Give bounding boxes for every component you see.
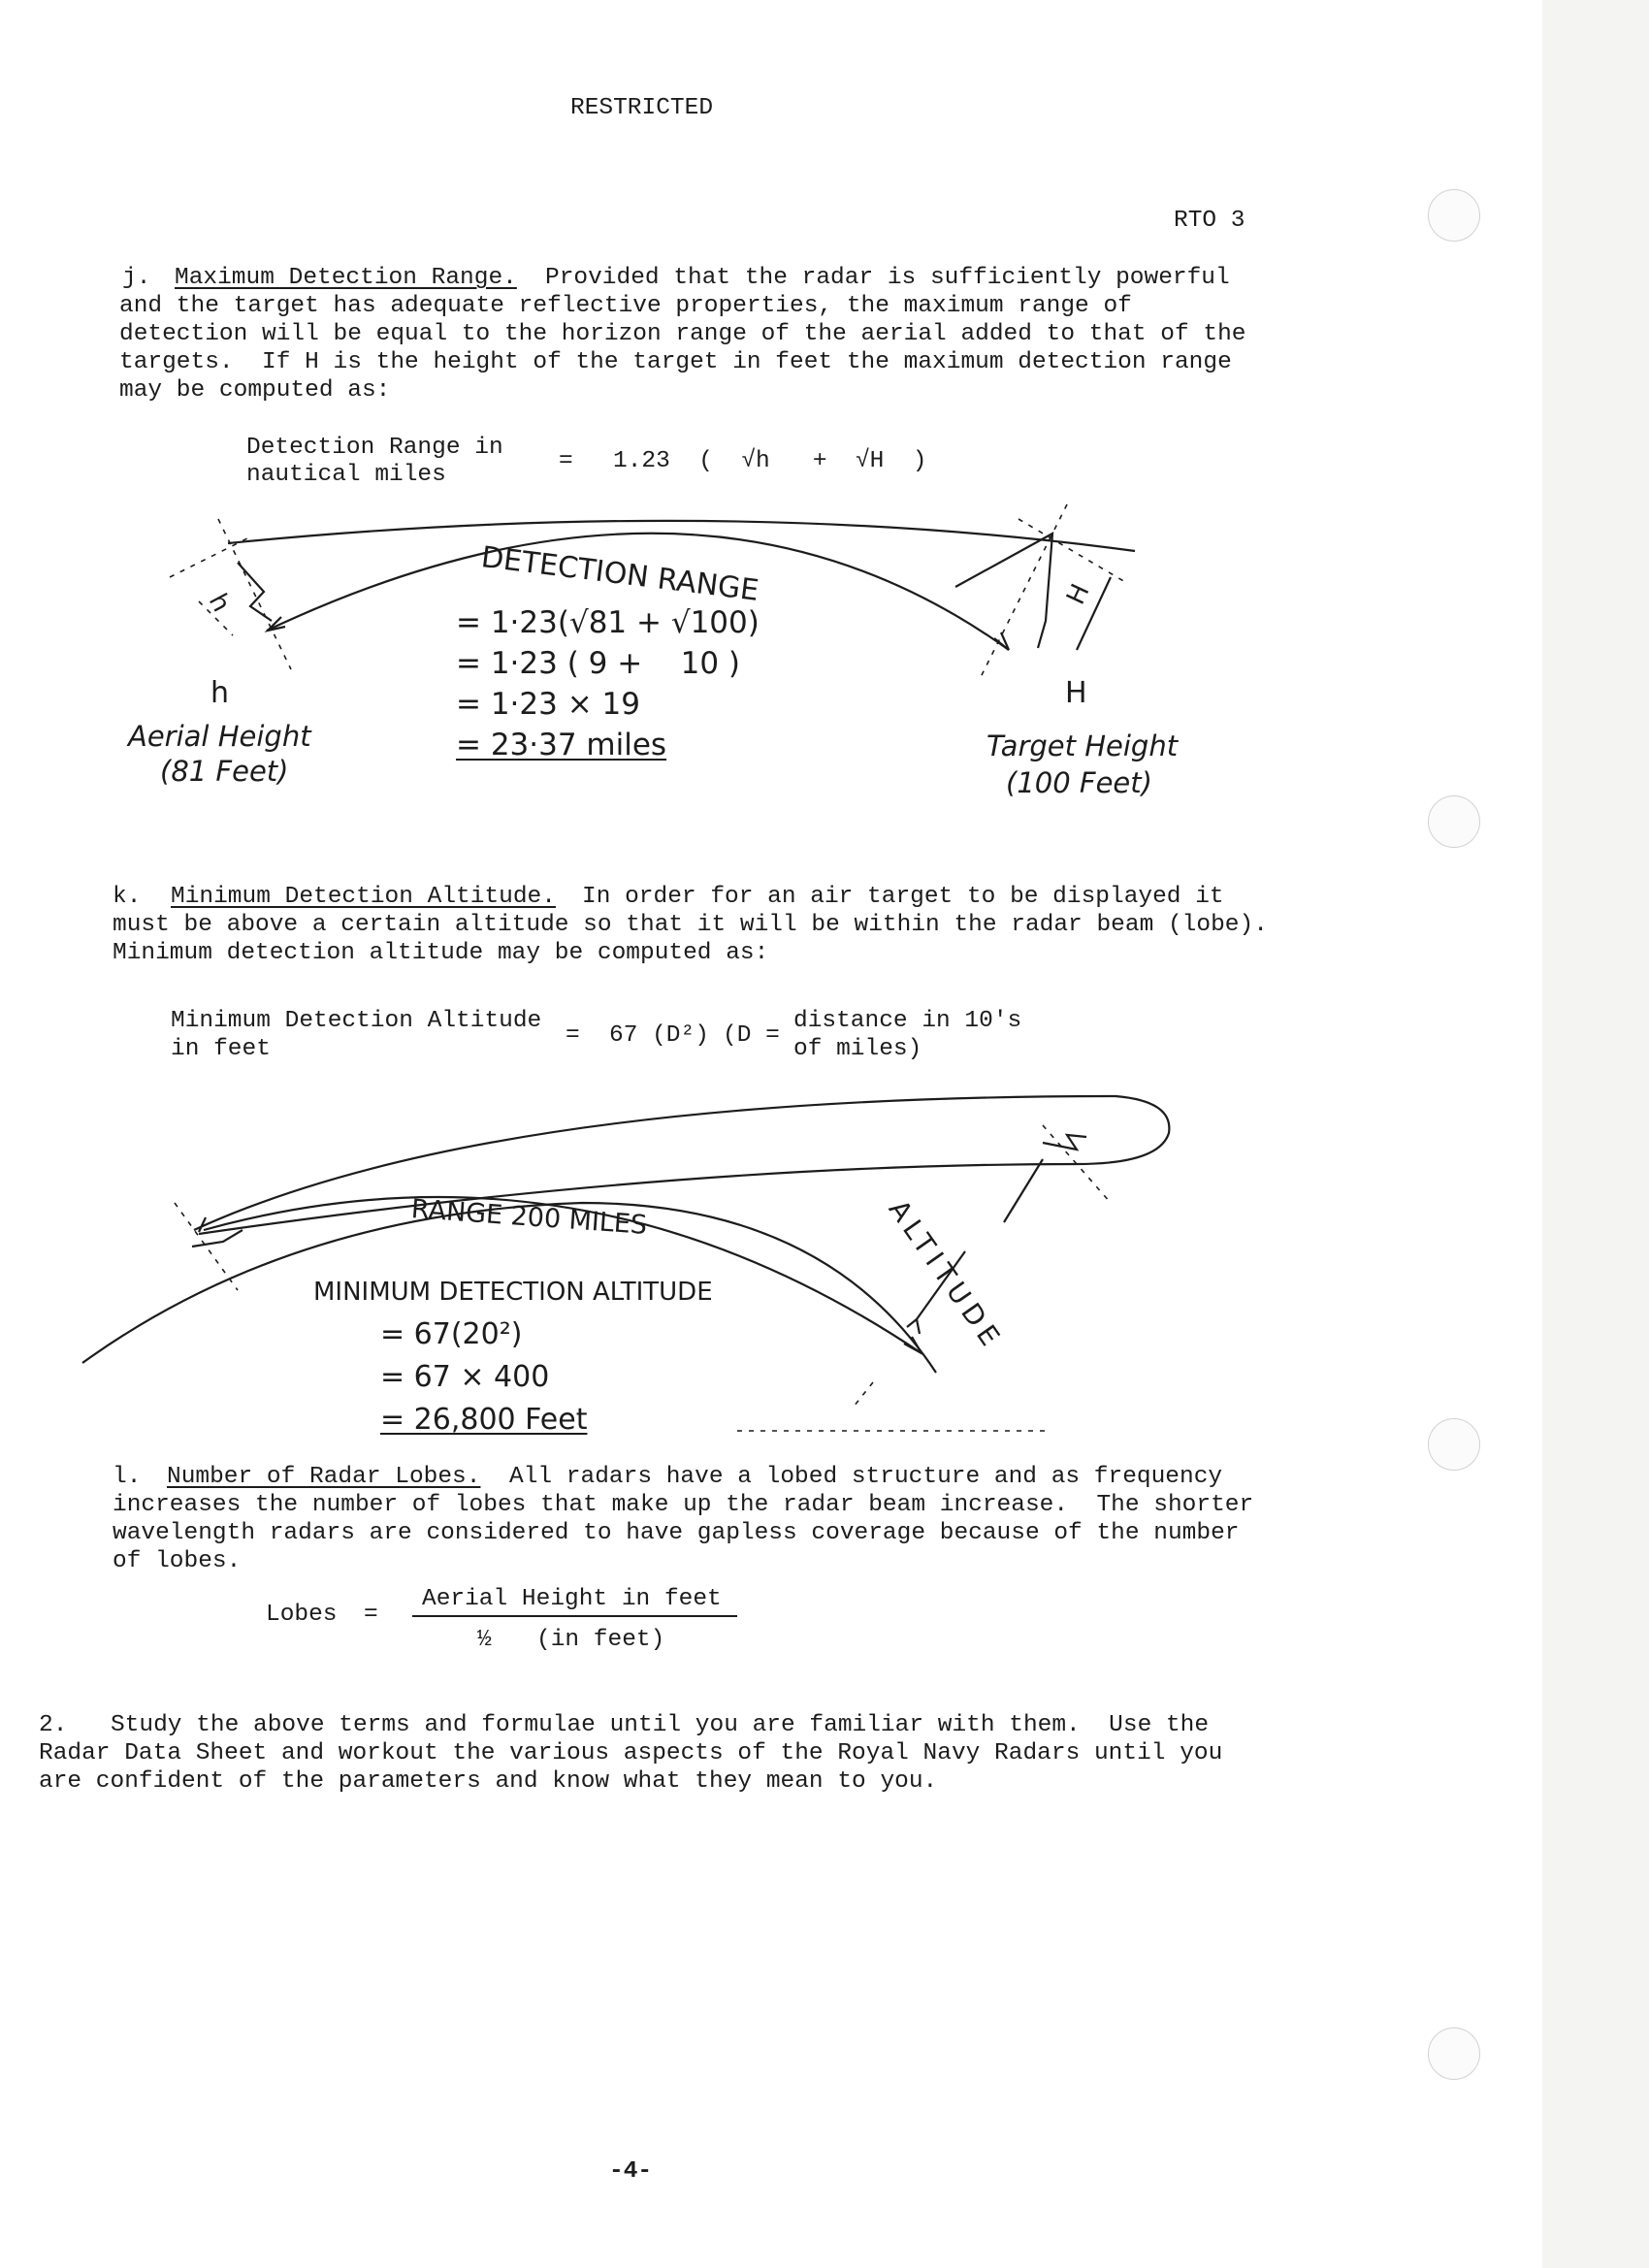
section-k-line: Minimum detection altitude may be computed as: [113,940,769,966]
min-altitude-title: MINIMUM DETECTION ALTITUDE [313,1278,713,1307]
section-j-line: detection will be equal to the horizon range of the aerial added to that of the [119,321,1246,347]
document-reference: RTO 3 [1174,208,1245,234]
paragraph-2-line: Radar Data Sheet and workout the various aspects of the Royal Navy Radars until you [39,1740,1223,1766]
section-l-line: wavelength radars are considered to have gapless coverage because of the number [113,1520,1240,1546]
min-altitude-result: = 26,800 Feet [380,1403,588,1437]
paragraph-2-line: are confident of the parameters and know what they mean to you. [39,1768,938,1795]
section-j-letter: j. [122,265,151,291]
section-l-line: increases the number of lobes that make up the radar beam increase. The shorter [113,1492,1254,1518]
detection-calc-result: = 23·37 miles [456,728,667,762]
formula-rhs: 1.23 ( √h + √H ) [613,448,927,474]
target-symbol: H [1065,676,1087,710]
section-j-line: Provided that the radar is sufficiently powerful [545,265,1230,291]
formula-label: nautical miles [246,462,446,488]
section-j-line: may be computed as: [119,377,391,404]
section-l-title: Number of Radar Lobes. [167,1464,481,1490]
section-k-title: Minimum Detection Altitude. [171,884,556,910]
paragraph-2-line: Study the above terms and formulae until you are familiar with them. Use the [111,1712,1210,1738]
h-marker: h [202,589,237,617]
section-j-line: and the target has adequate reflective properties, the maximum range of [119,293,1132,319]
fraction-bar [412,1615,737,1617]
page-number: -4- [609,2158,653,2185]
lobes-numerator: Aerial Height in feet [422,1586,722,1612]
aerial-symbol: h [210,676,230,710]
target-height-label: Target Height [986,729,1179,762]
range-banner: RANGE 200 MILES [409,1194,648,1241]
formula-label: Detection Range in [246,435,503,461]
formula-equals: = [559,448,573,474]
altitude-formula-note: distance in 10's [793,1008,1022,1034]
detection-calc-line: = 1·23 ( 9 + 10 ) [456,646,741,681]
lobes-denominator: (in feet) [536,1627,665,1653]
altitude-formula-label: in feet [171,1036,271,1062]
altitude-formula-label: Minimum Detection Altitude [171,1008,542,1034]
altitude-formula-note: (D = [723,1022,780,1049]
altitude-formula-rhs: 67 (D²) [609,1022,709,1049]
min-altitude-calc: = 67(20²) [380,1317,523,1351]
min-altitude-calc: = 67 × 400 [380,1360,550,1394]
lobes-denominator-fraction: ½ [477,1627,492,1653]
H-marker: H [1061,579,1096,609]
section-l-line: All radars have a lobed structure and as frequency [509,1464,1223,1490]
section-k-line: In order for an air target to be displayed it [582,884,1224,910]
section-k-line: must be above a certain altitude so that it will be within the radar beam (lobe). [113,912,1268,938]
detection-calc-line: = 1·23 × 19 [456,687,640,722]
aerial-height-label: Aerial Height [128,720,311,753]
section-j-title: Maximum Detection Range. [175,265,517,291]
classification-header: RESTRICTED [570,95,714,121]
aerial-height-value: (81 Feet) [160,755,289,788]
lobes-formula-equals: = [364,1602,378,1628]
target-height-value: (100 Feet) [1006,766,1152,799]
section-l-line: of lobes. [113,1548,242,1574]
detection-range-banner: DETECTION RANGE [479,540,761,608]
altitude-label: ALTITUDE [882,1193,1010,1357]
lobes-formula-lhs: Lobes [266,1602,338,1628]
section-l-letter: l. [113,1464,142,1490]
section-j-line: targets. If H is the height of the target in feet the maximum detection range [119,349,1232,375]
altitude-formula-note: of miles) [793,1036,922,1062]
paragraph-2-number: 2. [39,1712,68,1738]
detection-calc-line: = 1·23(√81 + √100) [456,605,760,640]
altitude-formula-equals: = [566,1022,580,1049]
section-k-letter: k. [113,884,142,910]
